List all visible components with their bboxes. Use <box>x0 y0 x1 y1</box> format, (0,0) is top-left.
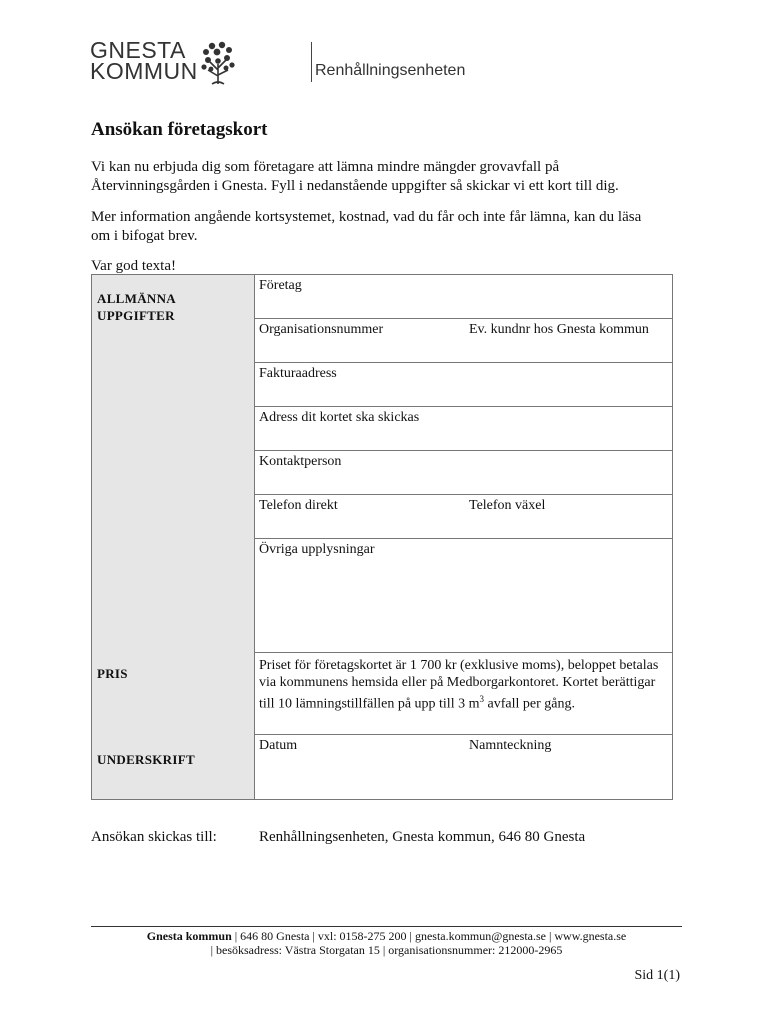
contact-field[interactable] <box>255 451 672 495</box>
phone-row[interactable] <box>255 495 672 539</box>
other-info-label: Övriga upplysningar <box>259 542 375 557</box>
logo-wordmark <box>90 37 198 84</box>
signature-label: Namnteckning <box>469 738 552 753</box>
contact-label: Kontaktperson <box>259 454 342 469</box>
intro-line-1: Vi kan nu erbjuda dig som företagare att lämna mindre mängder grovavfall på <box>91 159 560 175</box>
section-general-line-1: ALLMÄNNA <box>97 291 176 306</box>
send-to-label: Ansökan skickas till: <box>91 829 217 845</box>
section-general-line-2: UPPGIFTER <box>97 308 175 323</box>
tree-logo-icon <box>198 40 238 86</box>
page-title: Ansökan företagskort <box>91 119 268 140</box>
intro-line-3: Mer information angående kortsystemet, kostnad, vad du får och inte får lämna, kan du läsa <box>91 209 642 225</box>
gnesta-kommun-logo <box>90 37 240 90</box>
print-instruction: Var god texta! <box>91 258 176 274</box>
phone-switch-label: Telefon växel <box>469 498 546 513</box>
phone-direct-label: Telefon direkt <box>259 498 338 513</box>
price-text-main: Priset för företagskortet är 1 700 kr (exklusive moms), beloppet betalas via kommunens hemsida eller på Medborgarkontoret. Kortet berättigar till 10 lämningstillfällen på upp till 3 m <box>259 658 659 712</box>
billing-address-field[interactable] <box>255 363 672 407</box>
intro-line-4: om i bifogat brev. <box>91 228 198 244</box>
department-name: Renhållningsenheten <box>311 42 465 82</box>
footer-line-2: | besöksadress: Västra Storgatan 15 | organisationsnummer: 212000-2965 <box>210 943 563 957</box>
card-address-label: Adress dit kortet ska skickas <box>259 410 420 425</box>
org-number-label: Organisationsnummer <box>259 322 384 337</box>
page-number: Sid 1(1) <box>634 968 680 983</box>
signature-row[interactable] <box>255 735 672 799</box>
customer-number-label: Ev. kundnr hos Gnesta kommun <box>469 322 649 337</box>
section-column <box>92 275 255 799</box>
section-price: PRIS <box>97 666 128 681</box>
price-text-end: avfall per gång. <box>483 696 575 712</box>
section-signature: UNDERSKRIFT <box>97 752 195 767</box>
send-to-address: Renhållningsenheten, Gnesta kommun, 646 80 Gnesta <box>259 829 586 845</box>
footer-org-name: Gnesta kommun <box>146 929 232 943</box>
price-text-sup: 3 <box>479 694 484 704</box>
company-field[interactable] <box>255 275 672 319</box>
company-label: Företag <box>259 278 302 293</box>
application-form <box>91 274 673 800</box>
intro-line-2: Återvinningsgården i Gnesta. Fyll i nedanstående uppgifter så skickar vi ett kort till dig. <box>91 178 619 194</box>
footer-contact-info: | 646 80 Gnesta | vxl: 0158-275 200 | gnesta.kommun@gnesta.se | www.gnesta.se <box>231 929 627 943</box>
logo-line-2: KOMMUN <box>90 58 198 84</box>
card-address-field[interactable] <box>255 407 672 451</box>
section-general <box>97 290 176 324</box>
org-number-row[interactable] <box>255 319 672 363</box>
date-label: Datum <box>259 738 298 753</box>
billing-address-label: Fakturaadress <box>259 366 337 381</box>
logo-line-1: GNESTA <box>90 37 186 63</box>
price-text <box>259 657 666 713</box>
other-info-field[interactable] <box>255 539 672 653</box>
footer-line-1 <box>91 929 682 943</box>
footer-divider <box>91 926 682 927</box>
price-row <box>255 653 672 735</box>
